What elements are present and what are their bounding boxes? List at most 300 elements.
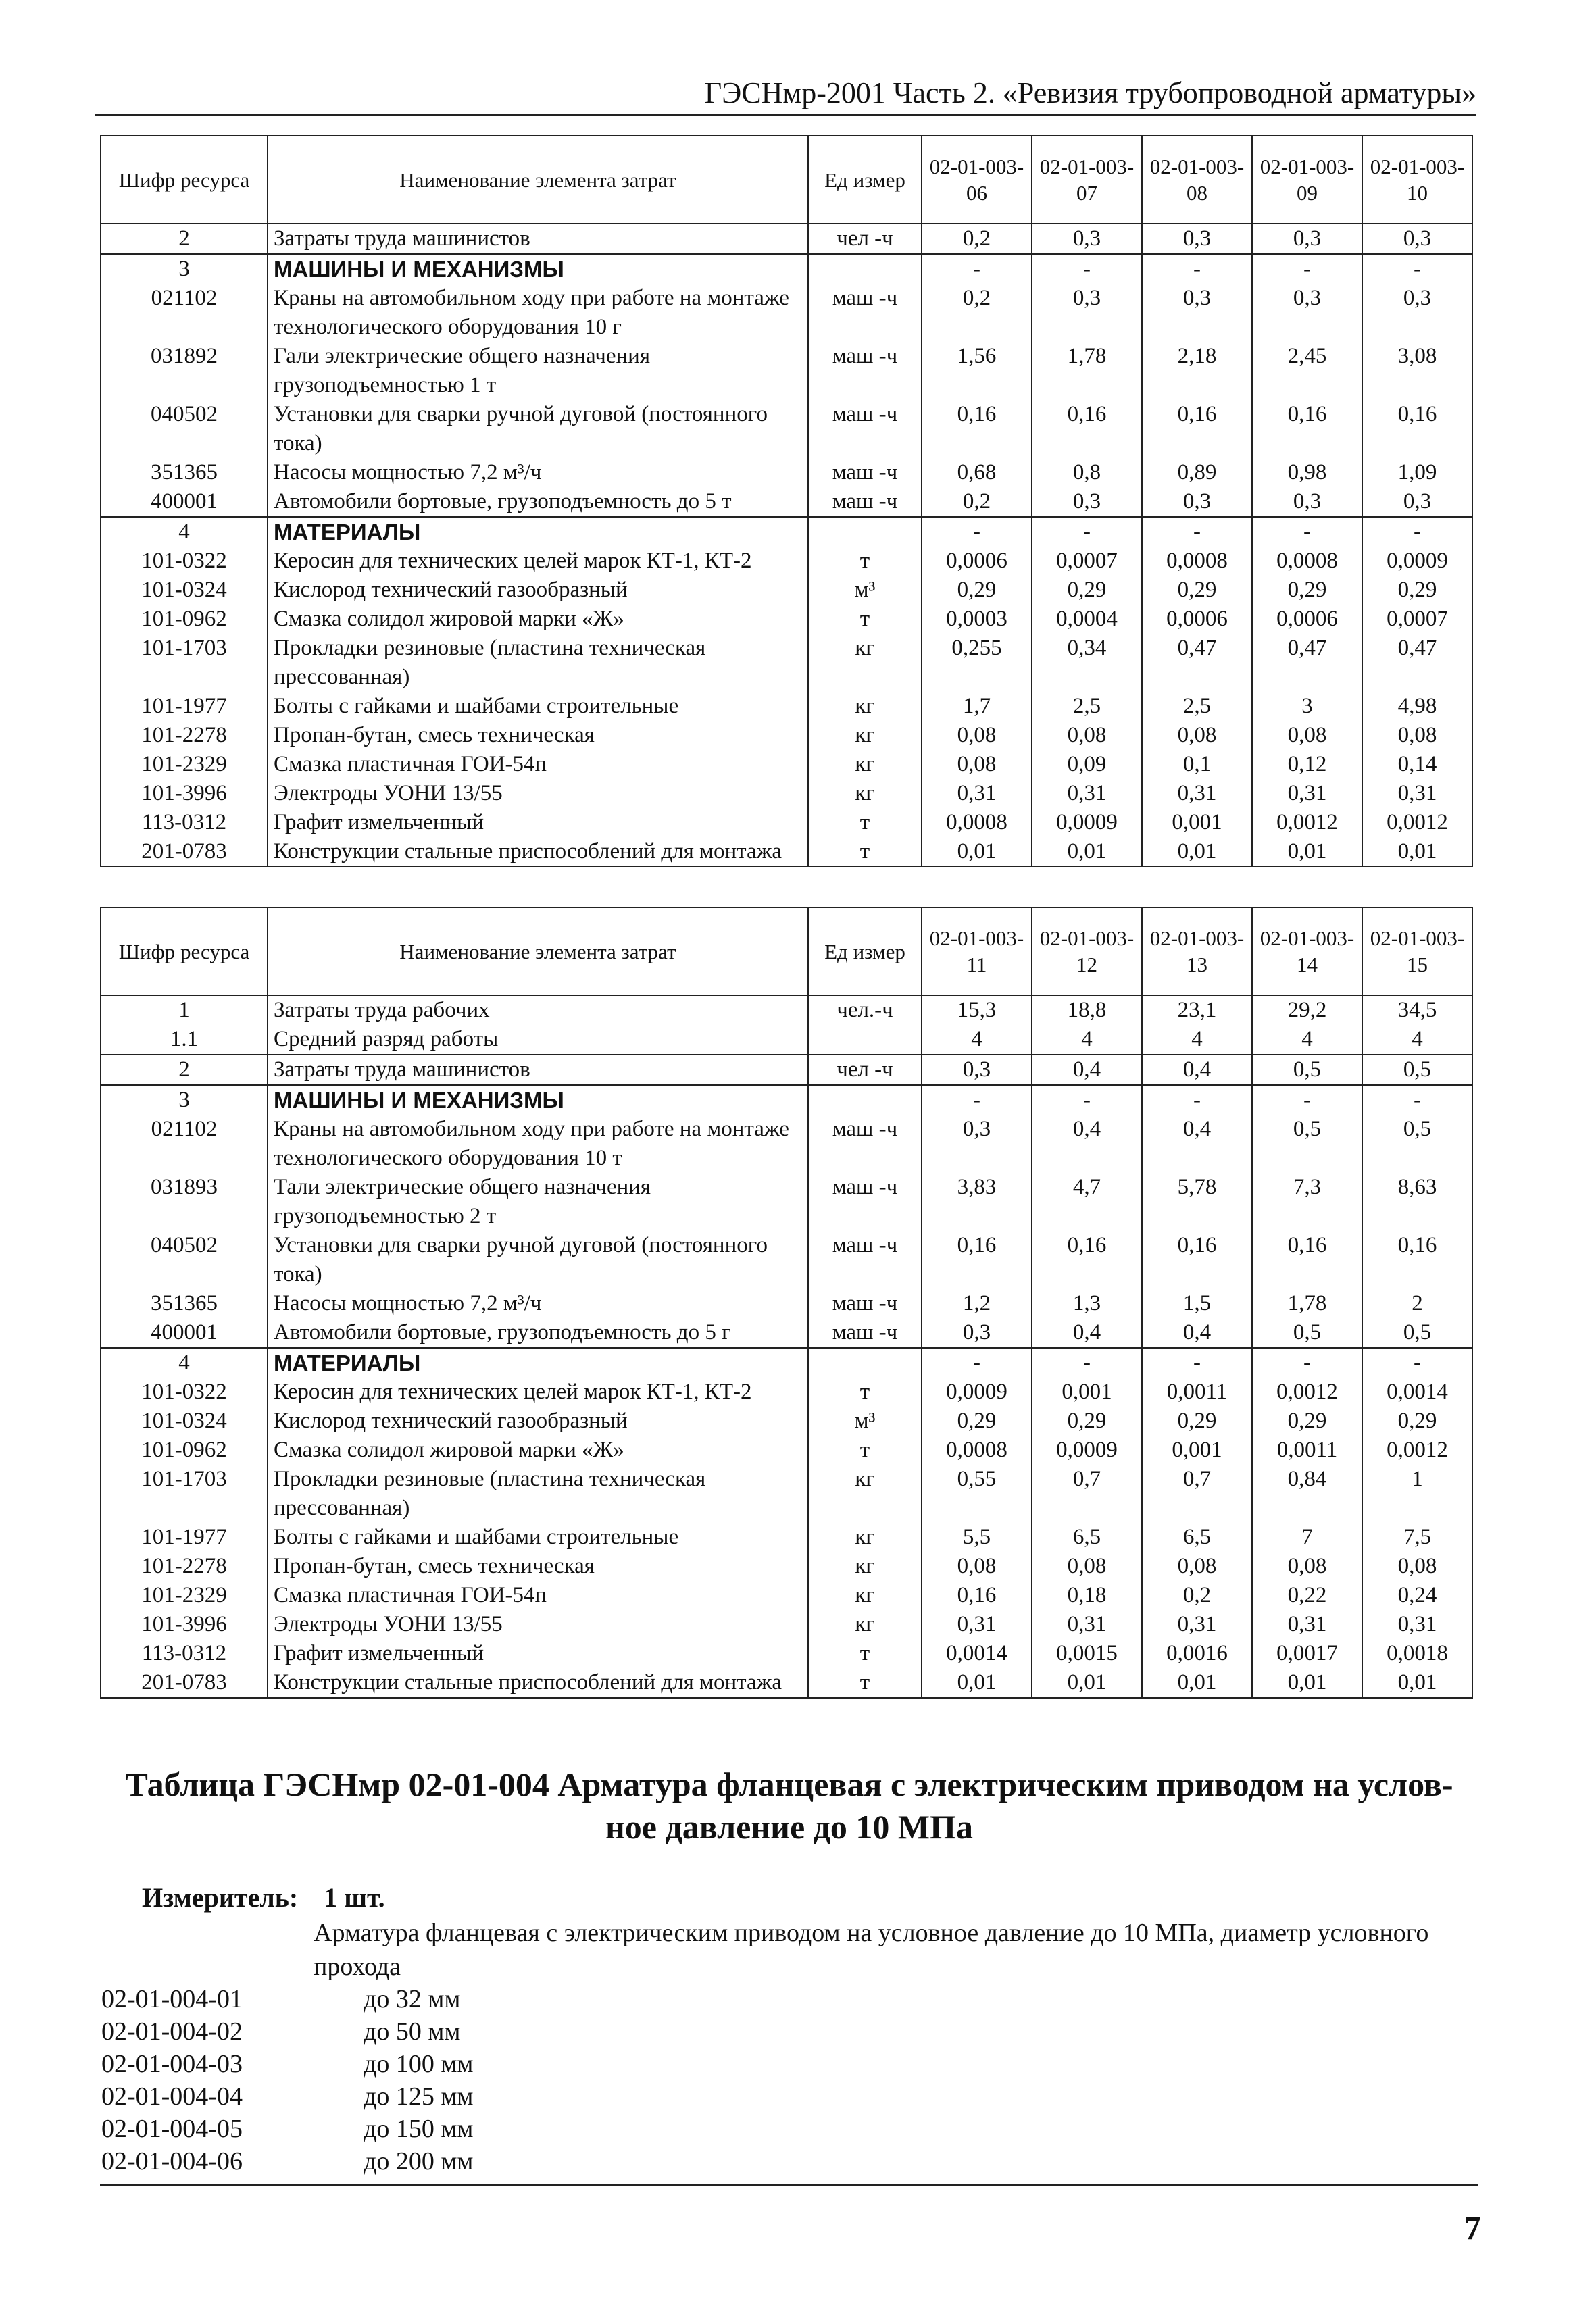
norm-value: 0,4: [1142, 1115, 1252, 1173]
column-header: Шифр ресурса: [101, 136, 268, 224]
norm-value: 0,47: [1142, 634, 1252, 692]
norm-value: 0,08: [1142, 721, 1252, 750]
table-row: [101, 721, 1472, 750]
norm-value: 0,3: [922, 1318, 1032, 1348]
table-row: [101, 487, 1472, 517]
resource-unit: маш -ч: [808, 284, 922, 342]
resource-code: 031892: [101, 342, 268, 400]
resource-code: 1.1: [101, 1025, 268, 1055]
norm-value: -: [1142, 254, 1252, 284]
norm-value: 2,5: [1032, 692, 1142, 721]
norm-value: 0,7: [1142, 1465, 1252, 1523]
resource-name: МАШИНЫ И МЕХАНИЗМЫ: [268, 254, 808, 284]
resource-name: Краны на автомобильном ходу при работе на монтаже технологического оборудования 10 г: [268, 284, 808, 342]
resource-unit: кг: [808, 721, 922, 750]
norm-value: 0,3: [1032, 224, 1142, 254]
norm-value: 0,18: [1032, 1581, 1142, 1610]
variant-row: [101, 2080, 1453, 2113]
resource-code: 101-1703: [101, 1465, 268, 1523]
resource-unit: кг: [808, 1581, 922, 1610]
table-row: [101, 1407, 1472, 1436]
norm-value: 0,31: [1362, 1610, 1472, 1639]
norm-value: 0,08: [1252, 1552, 1362, 1581]
table-row: [101, 224, 1472, 254]
norm-value: 0,0003: [922, 605, 1032, 634]
resource-name: Насосы мощностью 7,2 м³/ч: [268, 458, 808, 487]
resource-name: Смазка пластичная ГОИ-54п: [268, 1581, 808, 1610]
variant-label: до 32 мм: [364, 1985, 461, 2013]
norm-value: 0,24: [1362, 1581, 1472, 1610]
resource-name: Керосин для технических целей марок КТ-1, КТ-2: [268, 1378, 808, 1407]
table-row: [101, 1552, 1472, 1581]
resource-code: 2: [101, 224, 268, 254]
resource-code: 113-0312: [101, 1639, 268, 1668]
norm-value: 0,01: [1252, 837, 1362, 867]
norm-value: -: [922, 254, 1032, 284]
norm-value: 0,001: [1032, 1378, 1142, 1407]
resource-unit: м³: [808, 576, 922, 605]
table-row: [101, 1436, 1472, 1465]
table-row: [101, 1639, 1472, 1668]
table-row: [101, 605, 1472, 634]
norm-value: 0,0006: [922, 547, 1032, 576]
norm-value: 4: [1252, 1025, 1362, 1055]
norm-value: 2,5: [1142, 692, 1252, 721]
norm-value: 0,0004: [1032, 605, 1142, 634]
resource-code: 101-0322: [101, 547, 268, 576]
norm-value: -: [1142, 517, 1252, 547]
table-row: [101, 1318, 1472, 1348]
resource-name: Прокладки резиновые (пластина техническая прессованная): [268, 634, 808, 692]
resource-code: 3: [101, 1085, 268, 1115]
norm-value: 0,3: [1362, 224, 1472, 254]
norm-value: 1,7: [922, 692, 1032, 721]
resource-unit: маш -ч: [808, 458, 922, 487]
column-header: 02-01-003-07: [1032, 136, 1142, 224]
norm-value: 0,255: [922, 634, 1032, 692]
norm-value: 29,2: [1252, 995, 1362, 1025]
resource-code: 4: [101, 1348, 268, 1378]
norm-value: 0,29: [1252, 576, 1362, 605]
variant-label: до 50 мм: [364, 2017, 461, 2046]
bottom-rule: [100, 2184, 1478, 2186]
norm-value: -: [1362, 1348, 1472, 1378]
norm-value: 0,3: [1362, 487, 1472, 517]
norm-value: -: [922, 517, 1032, 547]
norm-value: 0,22: [1252, 1581, 1362, 1610]
resource-table-1: [100, 135, 1473, 867]
norm-value: 0,5: [1362, 1318, 1472, 1348]
column-header: 02-01-003-08: [1142, 136, 1252, 224]
norm-value: 0,1: [1142, 750, 1252, 779]
table-row: [101, 808, 1472, 837]
norm-value: 0,16: [1252, 1231, 1362, 1289]
meter-label: Измеритель:: [142, 1882, 299, 1913]
norm-value: 0,0011: [1142, 1378, 1252, 1407]
norm-value: -: [922, 1348, 1032, 1378]
norm-value: 0,0012: [1252, 1378, 1362, 1407]
table-header-row: [101, 907, 1472, 995]
norm-value: 0,0012: [1362, 1436, 1472, 1465]
norm-value: 0,29: [1032, 1407, 1142, 1436]
norm-value: 0,08: [1252, 721, 1362, 750]
norm-value: 5,78: [1142, 1173, 1252, 1231]
resource-name: Прокладки резиновые (пластина техническая прессованная): [268, 1465, 808, 1523]
resource-code: 351365: [101, 1289, 268, 1318]
norm-value: 0,0009: [1362, 547, 1472, 576]
norm-value: 0,3: [1252, 224, 1362, 254]
resource-unit: т: [808, 547, 922, 576]
resource-code: 101-0962: [101, 605, 268, 634]
table-row: [101, 517, 1472, 547]
resource-code: 101-2278: [101, 721, 268, 750]
norm-value: 8,63: [1362, 1173, 1472, 1231]
norm-value: 0,0006: [1252, 605, 1362, 634]
norm-value: 0,0018: [1362, 1639, 1472, 1668]
norm-value: -: [1252, 1085, 1362, 1115]
norm-value: 0,14: [1362, 750, 1472, 779]
norm-value: 0,08: [922, 1552, 1032, 1581]
norm-value: 4,98: [1362, 692, 1472, 721]
resource-unit: т: [808, 1668, 922, 1698]
resource-unit: маш -ч: [808, 1289, 922, 1318]
resource-name: Смазка пластичная ГОИ-54п: [268, 750, 808, 779]
norm-value: 0,4: [1142, 1055, 1252, 1085]
resource-name: Керосин для технических целей марок КТ-1, КТ-2: [268, 547, 808, 576]
norm-value: 0,31: [1362, 779, 1472, 808]
norm-value: 0,0011: [1252, 1436, 1362, 1465]
norm-value: 0,2: [922, 487, 1032, 517]
norm-value: 23,1: [1142, 995, 1252, 1025]
variant-row: [101, 2048, 1453, 2080]
resource-unit: маш -ч: [808, 487, 922, 517]
resource-code: 101-0324: [101, 576, 268, 605]
norm-value: 7,3: [1252, 1173, 1362, 1231]
resource-name: Кислород технический газообразный: [268, 1407, 808, 1436]
norm-value: 7,5: [1362, 1523, 1472, 1552]
resource-name: Болты с гайками и шайбами строительные: [268, 1523, 808, 1552]
norm-value: 0,01: [1032, 1668, 1142, 1698]
variant-label: до 100 мм: [364, 2050, 474, 2078]
resource-unit: кг: [808, 692, 922, 721]
resource-unit: кг: [808, 779, 922, 808]
variant-code: 02-01-004-02: [101, 2017, 243, 2046]
resource-code: 3: [101, 254, 268, 284]
norm-value: 0,2: [1142, 1581, 1252, 1610]
table-row: [101, 1610, 1472, 1639]
variant-row: [101, 2113, 1453, 2145]
resource-name: Насосы мощностью 7,2 м³/ч: [268, 1289, 808, 1318]
table-row: [101, 750, 1472, 779]
resource-code: 101-0322: [101, 1378, 268, 1407]
meter-row: [142, 1882, 385, 1913]
resource-name: МАТЕРИАЛЫ: [268, 1348, 808, 1378]
norm-value: 0,34: [1032, 634, 1142, 692]
norm-value: -: [1362, 254, 1472, 284]
resource-code: 400001: [101, 487, 268, 517]
norm-value: 1,09: [1362, 458, 1472, 487]
resource-name: Смазка солидол жировой марки «Ж»: [268, 1436, 808, 1465]
resource-code: 040502: [101, 400, 268, 458]
resource-code: 201-0783: [101, 1668, 268, 1698]
resource-code: 101-2278: [101, 1552, 268, 1581]
variant-code: 02-01-004-01: [101, 1985, 243, 2013]
resource-name: Затраты труда рабочих: [268, 995, 808, 1025]
table-row: [101, 284, 1472, 342]
column-header: 02-01-003-13: [1142, 907, 1252, 995]
resource-code: 101-1977: [101, 1523, 268, 1552]
norm-value: 3,08: [1362, 342, 1472, 400]
norm-value: 0,01: [1362, 1668, 1472, 1698]
norm-value: 0,01: [1142, 837, 1252, 867]
norm-value: 2: [1362, 1289, 1472, 1318]
norm-value: 0,4: [1032, 1055, 1142, 1085]
norm-value: 0,16: [1142, 1231, 1252, 1289]
column-header: Наименование элемента затрат: [268, 136, 808, 224]
norm-value: 4: [1362, 1025, 1472, 1055]
resource-unit: т: [808, 808, 922, 837]
table-row: [101, 576, 1472, 605]
table-row: [101, 342, 1472, 400]
column-header: 02-01-003-12: [1032, 907, 1142, 995]
table-row: [101, 779, 1472, 808]
resource-code: 101-1703: [101, 634, 268, 692]
resource-unit: т: [808, 837, 922, 867]
norm-value: 0,2: [922, 224, 1032, 254]
norm-value: 0,0006: [1142, 605, 1252, 634]
norm-value: 0,0008: [922, 1436, 1032, 1465]
table-row: [101, 1523, 1472, 1552]
resource-code: 101-1977: [101, 692, 268, 721]
norm-value: 0,29: [1142, 1407, 1252, 1436]
norm-value: 3: [1252, 692, 1362, 721]
resource-name: МАТЕРИАЛЫ: [268, 517, 808, 547]
resource-name: Гали электрические общего назначения грузоподъемностью 1 т: [268, 342, 808, 400]
norm-value: 0,001: [1142, 808, 1252, 837]
resource-code: 101-3996: [101, 1610, 268, 1639]
norm-value: 0,47: [1362, 634, 1472, 692]
norm-value: -: [1032, 1348, 1142, 1378]
norm-value: 4: [922, 1025, 1032, 1055]
norm-value: -: [1142, 1348, 1252, 1378]
column-header: 02-01-003-15: [1362, 907, 1472, 995]
table-row: [101, 1289, 1472, 1318]
column-header: 02-01-003-11: [922, 907, 1032, 995]
resource-unit: м³: [808, 1407, 922, 1436]
resource-code: 021102: [101, 284, 268, 342]
resource-name: Конструкции стальные приспособлений для монтажа: [268, 837, 808, 867]
norm-value: -: [1362, 517, 1472, 547]
norm-value: 0,16: [1362, 400, 1472, 458]
resource-unit: чел -ч: [808, 224, 922, 254]
norm-value: 0,2: [922, 284, 1032, 342]
norm-value: -: [1032, 1085, 1142, 1115]
norm-value: 0,08: [1362, 721, 1472, 750]
resource-unit: маш -ч: [808, 400, 922, 458]
norm-value: 0,16: [1252, 400, 1362, 458]
resource-name: Затраты труда машинистов: [268, 1055, 808, 1085]
norm-value: 0,3: [1032, 487, 1142, 517]
resource-unit: кг: [808, 1465, 922, 1523]
norm-value: 0,3: [922, 1055, 1032, 1085]
norm-value: 0,08: [922, 721, 1032, 750]
norm-value: 0,29: [1032, 576, 1142, 605]
column-header: Ед измер: [808, 136, 922, 224]
resource-unit: маш -ч: [808, 342, 922, 400]
resource-unit: чел -ч: [808, 1055, 922, 1085]
norm-value: 0,89: [1142, 458, 1252, 487]
variant-code: 02-01-004-06: [101, 2147, 243, 2175]
norm-value: 0,5: [1362, 1115, 1472, 1173]
resource-unit: кг: [808, 750, 922, 779]
column-header: Шифр ресурса: [101, 907, 268, 995]
variant-row: [101, 2015, 1453, 2048]
norm-value: 0,3: [1032, 284, 1142, 342]
norm-value: 0,5: [1252, 1318, 1362, 1348]
variant-code: 02-01-004-05: [101, 2115, 243, 2143]
variant-label: до 200 мм: [364, 2147, 474, 2175]
resource-code: 101-2329: [101, 1581, 268, 1610]
norm-value: 6,5: [1032, 1523, 1142, 1552]
norm-value: 0,0016: [1142, 1639, 1252, 1668]
norm-value: 0,5: [1252, 1055, 1362, 1085]
resource-code: 2: [101, 1055, 268, 1085]
table-row: [101, 1085, 1472, 1115]
table-row: [101, 458, 1472, 487]
resource-name: Графит измельченный: [268, 1639, 808, 1668]
norm-value: 0,31: [1252, 1610, 1362, 1639]
variant-list: [101, 1983, 1453, 2178]
norm-value: 1,78: [1032, 342, 1142, 400]
resource-unit: кг: [808, 1610, 922, 1639]
resource-unit: т: [808, 1639, 922, 1668]
norm-value: -: [1252, 517, 1362, 547]
norm-value: 0,5: [1252, 1115, 1362, 1173]
resource-name: Тали электрические общего назначения грузоподъемностью 2 т: [268, 1173, 808, 1231]
norm-value: 0,0012: [1252, 808, 1362, 837]
norm-value: 0,31: [922, 1610, 1032, 1639]
norm-value: 0,16: [922, 400, 1032, 458]
running-header: ГЭСНмр-2001 Часть 2. «Ревизия трубопроводной арматуры»: [704, 76, 1476, 109]
resource-unit: [808, 1025, 922, 1055]
variant-row: [101, 1983, 1453, 2015]
norm-value: 0,0009: [1032, 1436, 1142, 1465]
norm-value: 0,16: [922, 1581, 1032, 1610]
norm-value: 0,01: [1252, 1668, 1362, 1698]
resource-unit: кг: [808, 634, 922, 692]
resource-name: Автомобили бортовые, грузоподъемность до 5 г: [268, 1318, 808, 1348]
norm-value: 0,12: [1252, 750, 1362, 779]
norm-value: 0,68: [922, 458, 1032, 487]
resource-code: 4: [101, 517, 268, 547]
column-header: 02-01-003-09: [1252, 136, 1362, 224]
norm-value: 4: [1032, 1025, 1142, 1055]
resource-unit: т: [808, 1436, 922, 1465]
resource-name: Графит измельченный: [268, 808, 808, 837]
norm-value: 5,5: [922, 1523, 1032, 1552]
norm-value: 0,01: [1142, 1668, 1252, 1698]
norm-value: 0,55: [922, 1465, 1032, 1523]
norm-value: 0,3: [1252, 284, 1362, 342]
table-title-line-2: ное давление до 10 МПа: [605, 1808, 974, 1846]
norm-value: 0,08: [1032, 1552, 1142, 1581]
norm-value: 0,31: [1252, 779, 1362, 808]
table-row: [101, 634, 1472, 692]
table-row: [101, 1173, 1472, 1231]
norm-value: 4: [1142, 1025, 1252, 1055]
norm-value: 34,5: [1362, 995, 1472, 1025]
norm-value: 0,84: [1252, 1465, 1362, 1523]
norm-value: 0,29: [1252, 1407, 1362, 1436]
norm-value: 0,09: [1032, 750, 1142, 779]
norm-value: 0,47: [1252, 634, 1362, 692]
resource-name: МАШИНЫ И МЕХАНИЗМЫ: [268, 1085, 808, 1115]
norm-value: 0,31: [922, 779, 1032, 808]
norm-value: 0,0014: [922, 1639, 1032, 1668]
resource-unit: т: [808, 1378, 922, 1407]
norm-value: 0,29: [1362, 576, 1472, 605]
norm-value: 0,31: [1142, 1610, 1252, 1639]
norm-value: 4,7: [1032, 1173, 1142, 1231]
header-rule: [95, 114, 1476, 116]
norm-value: 0,08: [1032, 721, 1142, 750]
norm-value: 0,29: [1362, 1407, 1472, 1436]
resource-unit: т: [808, 605, 922, 634]
resource-unit: [808, 254, 922, 284]
norm-value: 3,83: [922, 1173, 1032, 1231]
norm-value: 0,3: [1142, 284, 1252, 342]
norm-value: 6,5: [1142, 1523, 1252, 1552]
resource-code: 101-0324: [101, 1407, 268, 1436]
norm-value: 0,31: [1032, 779, 1142, 808]
table-row: [101, 995, 1472, 1025]
resource-code: 031893: [101, 1173, 268, 1231]
table-row: [101, 1348, 1472, 1378]
table-row: [101, 547, 1472, 576]
resource-name: Установки для сварки ручной дуговой (постоянного тока): [268, 1231, 808, 1289]
resource-table-2: [100, 907, 1473, 1699]
resource-code: 201-0783: [101, 837, 268, 867]
norm-value: 0,01: [1362, 837, 1472, 867]
norm-value: 0,08: [1362, 1552, 1472, 1581]
norm-value: 0,16: [1032, 400, 1142, 458]
resource-name: Средний разряд работы: [268, 1025, 808, 1055]
table-title: [100, 1763, 1478, 1848]
norm-value: 0,001: [1142, 1436, 1252, 1465]
resource-code: 040502: [101, 1231, 268, 1289]
norm-value: 0,29: [1142, 576, 1252, 605]
resource-name: Установки для сварки ручной дуговой (постоянного тока): [268, 400, 808, 458]
norm-value: 0,0007: [1362, 605, 1472, 634]
table-row: [101, 1378, 1472, 1407]
norm-value: 0,7: [1032, 1465, 1142, 1523]
resource-name: Затраты труда машинистов: [268, 224, 808, 254]
table-row: [101, 1231, 1472, 1289]
norm-value: 15,3: [922, 995, 1032, 1025]
resource-code: 113-0312: [101, 808, 268, 837]
norm-value: 0,29: [922, 576, 1032, 605]
norm-value: 1,2: [922, 1289, 1032, 1318]
norm-value: 0,0017: [1252, 1639, 1362, 1668]
norm-value: -: [1362, 1085, 1472, 1115]
norm-value: 0,3: [922, 1115, 1032, 1173]
variant-code: 02-01-004-04: [101, 2082, 243, 2111]
norm-value: -: [922, 1085, 1032, 1115]
resource-unit: маш -ч: [808, 1115, 922, 1173]
table-row: [101, 1025, 1472, 1055]
table-row: [101, 400, 1472, 458]
variant-label: до 150 мм: [364, 2115, 474, 2143]
